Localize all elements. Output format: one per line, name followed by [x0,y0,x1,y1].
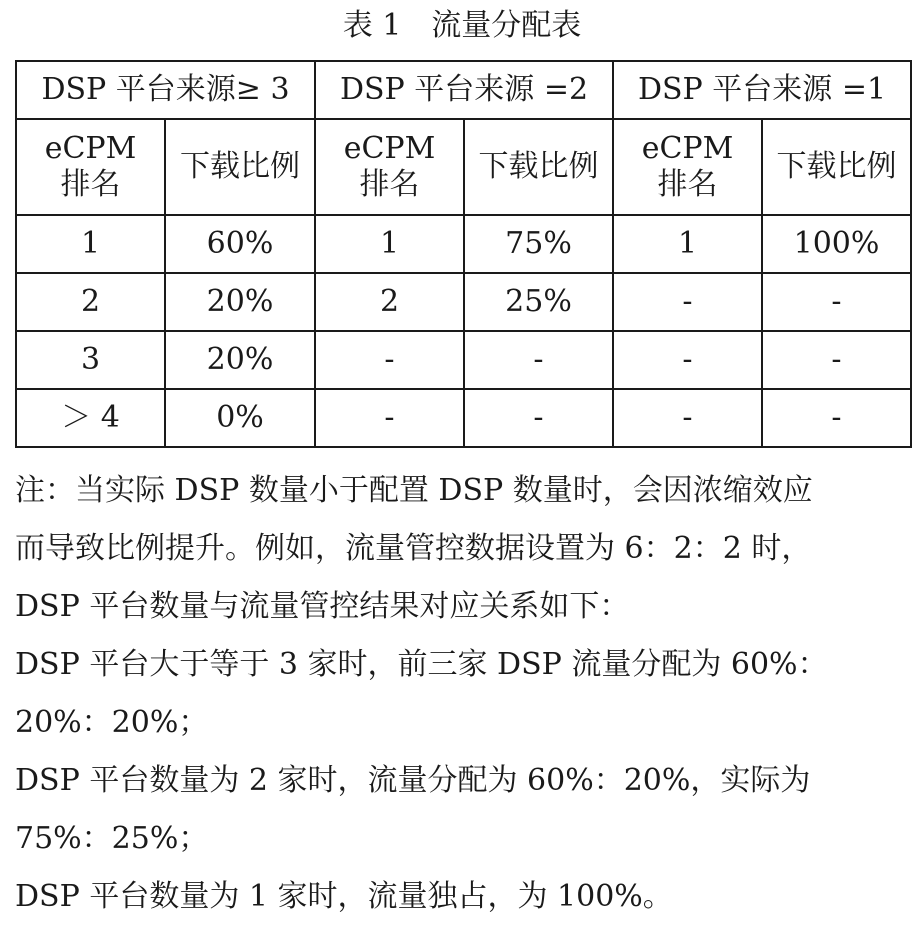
header-line: 排名 [359,167,420,202]
group-header-row [16,61,911,119]
note-line: DSP 平台数量为 2 家时，流量分配为 60%：20%，实际为 [15,763,811,798]
note-line: DSP 平台数量与流量管控结果对应关系如下： [15,589,630,624]
sub-header-row [16,119,911,215]
column-header-ecpm-rank [16,119,165,215]
header-line: eCPM [44,131,137,166]
header-line: eCPM [641,131,734,166]
table-cell: 2 [315,273,464,331]
table-cell: 20% [165,331,315,389]
table-cell: 60% [165,215,315,273]
table-title: 表 1 流量分配表 [342,8,582,43]
table-cell: 1 [16,215,165,273]
table-cell: ＞ 4 [16,389,165,447]
group-header: DSP 平台来源 =1 [613,61,911,119]
table-row [16,389,911,447]
note-line: 注：当实际 DSP 数量小于配置 DSP 数量时，会因浓缩效应 [15,473,813,508]
table-cell: - [762,331,911,389]
group-header: DSP 平台来源≥ 3 [16,61,315,119]
note-line: 而导致比例提升。例如，流量管控数据设置为 6：2：2 时， [15,531,812,566]
column-header-download-ratio: 下载比例 [762,119,911,215]
table-cell: 1 [613,215,762,273]
table-row [16,215,911,273]
header-line: 排名 [657,167,718,202]
table-cell: - [613,389,762,447]
table-cell: - [464,331,613,389]
table-row [16,331,911,389]
column-header-download-ratio: 下载比例 [165,119,315,215]
note-line: DSP 平台大于等于 3 家时，前三家 DSP 流量分配为 60%： [15,647,828,682]
table-cell: - [464,389,613,447]
table-cell: 0% [165,389,315,447]
note-line: 20%：20%； [15,705,209,740]
header-line: 排名 [60,167,121,202]
table-cell: 20% [165,273,315,331]
note-line: 75%：25%； [15,821,209,856]
note-paragraph [15,462,910,926]
table-cell: 100% [762,215,911,273]
table-cell: - [613,331,762,389]
table-cell: - [762,389,911,447]
table-cell: 75% [464,215,613,273]
group-header: DSP 平台来源 =2 [315,61,613,119]
table-cell: 3 [16,331,165,389]
note-line: DSP 平台数量为 1 家时，流量独占，为 100%。 [15,879,673,914]
column-header-ecpm-rank [613,119,762,215]
table-cell: - [315,389,464,447]
column-header-ecpm-rank [315,119,464,215]
table-cell: 2 [16,273,165,331]
traffic-allocation-table [15,60,912,448]
table-cell: - [315,331,464,389]
column-header-download-ratio: 下载比例 [464,119,613,215]
table-cell: 1 [315,215,464,273]
header-line: eCPM [343,131,436,166]
table-cell: - [762,273,911,331]
table-cell: 25% [464,273,613,331]
table-cell: - [613,273,762,331]
table-row [16,273,911,331]
